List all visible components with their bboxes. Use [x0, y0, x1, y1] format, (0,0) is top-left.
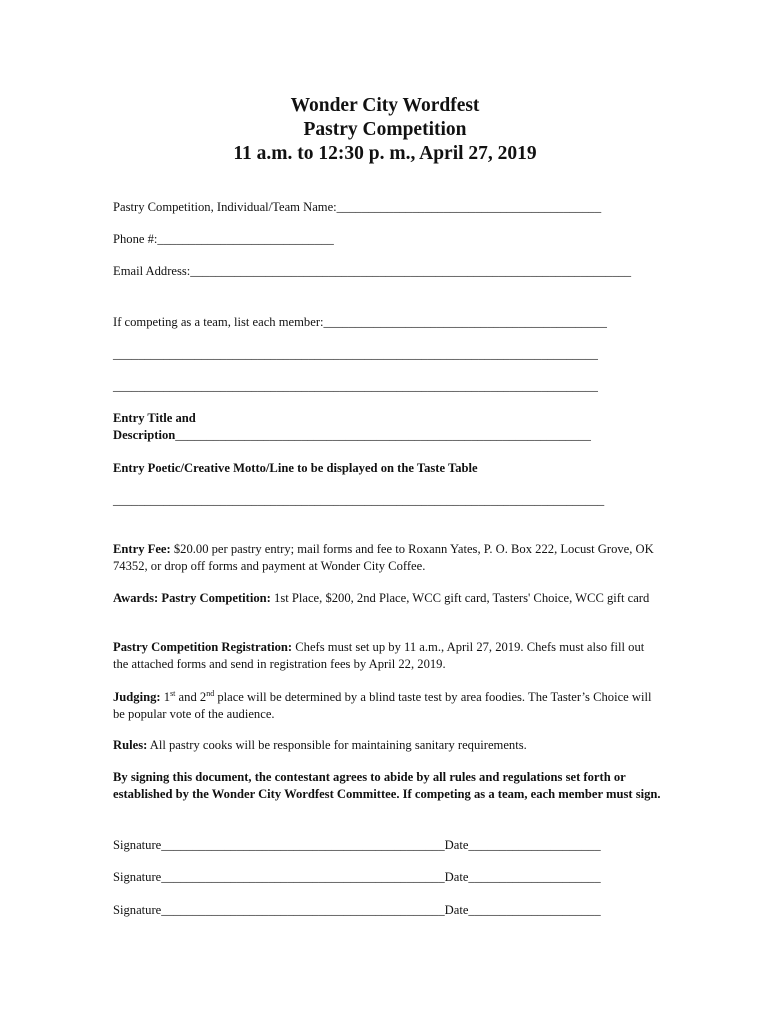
- registration-text: Chefs must set up by 11 a.m., April 27, 2019. Chefs must also fill out the attached forms and send in registration fees by April 22, 2019.: [113, 640, 645, 671]
- judging-paragraph: [113, 689, 661, 722]
- registration-label: Pastry Competition Registration:: [113, 640, 293, 654]
- team-members-blank-line[interactable]: _____________________________________________________________________________: [113, 379, 598, 393]
- signature-row: [113, 869, 601, 885]
- signature-field[interactable]: Signature_____________________________________________: [113, 838, 445, 852]
- team-name-field[interactable]: Pastry Competition, Individual/Team Name:__________________________________________: [113, 200, 602, 214]
- rules-text: All pastry cooks will be responsible for maintaining sanitary requirements.: [147, 738, 527, 752]
- phone-field[interactable]: Phone #:____________________________: [113, 232, 334, 246]
- entry-fee-label: Entry Fee:: [113, 542, 171, 556]
- awards-label: Awards: Pastry Competition:: [113, 591, 271, 605]
- entry-fee-text: $20.00 per pastry entry; mail forms and fee to Roxann Yates, P. O. Box 222, Locust Grove, OK 74352, or drop off forms and payment at Wonder City Coffee.: [113, 542, 654, 573]
- signature-field[interactable]: Signature_____________________________________________: [113, 870, 445, 884]
- agreement-paragraph: By signing this document, the contestant agrees to abide by all rules and regulations set forth or established by the Wonder City Wordfest Committee. If competing as a team, each member must sign.: [113, 770, 661, 801]
- judging-sup-2: nd: [206, 689, 215, 698]
- motto-label: Entry Poetic/Creative Motto/Line to be displayed on the Taste Table: [113, 461, 478, 475]
- event-title: Wonder City Wordfest: [290, 95, 480, 116]
- judging-sup-1: st: [170, 689, 176, 698]
- signature-field[interactable]: Signature_____________________________________________: [113, 903, 445, 917]
- signature-row: [113, 837, 601, 853]
- date-field[interactable]: Date_____________________: [444, 838, 601, 852]
- team-members-blank-line[interactable]: _____________________________________________________________________________: [113, 347, 598, 361]
- registration-paragraph: [113, 639, 661, 672]
- judging-text-2: and 2: [175, 690, 207, 704]
- signature-row: [113, 902, 601, 918]
- entry-fee-paragraph: [113, 541, 661, 574]
- entry-description-field[interactable]: [113, 427, 591, 443]
- event-time-date: 11 a.m. to 12:30 p. m., April 27, 2019: [233, 143, 537, 164]
- date-field[interactable]: Date_____________________: [444, 870, 601, 884]
- date-field[interactable]: Date_____________________: [444, 903, 601, 917]
- competition-title: Pastry Competition: [303, 119, 467, 140]
- judging-text-1: 1: [160, 690, 171, 704]
- judging-label: Judging:: [113, 690, 161, 704]
- judging-text-3: place will be determined by a blind taste test by area foodies. The Taster’s Choice will be popular vote of the audience.: [113, 690, 652, 721]
- entry-title-label: Entry Title and: [113, 411, 196, 425]
- awards-text: 1st Place, $200, 2nd Place, WCC gift card, Tasters' Choice, WCC gift card: [270, 591, 650, 605]
- rules-paragraph: [113, 737, 661, 754]
- email-field[interactable]: Email Address:______________________________________________________________________: [113, 264, 632, 278]
- title-block: [0, 94, 770, 166]
- entry-description-label: Description: [113, 428, 176, 442]
- team-members-field[interactable]: If competing as a team, list each member:_____________________________________________: [113, 315, 607, 329]
- rules-label: Rules:: [113, 738, 148, 752]
- motto-field[interactable]: ______________________________________________________________________________: [113, 493, 605, 507]
- entry-description-line[interactable]: __________________________________________________________________: [175, 428, 591, 442]
- awards-paragraph: [113, 590, 661, 607]
